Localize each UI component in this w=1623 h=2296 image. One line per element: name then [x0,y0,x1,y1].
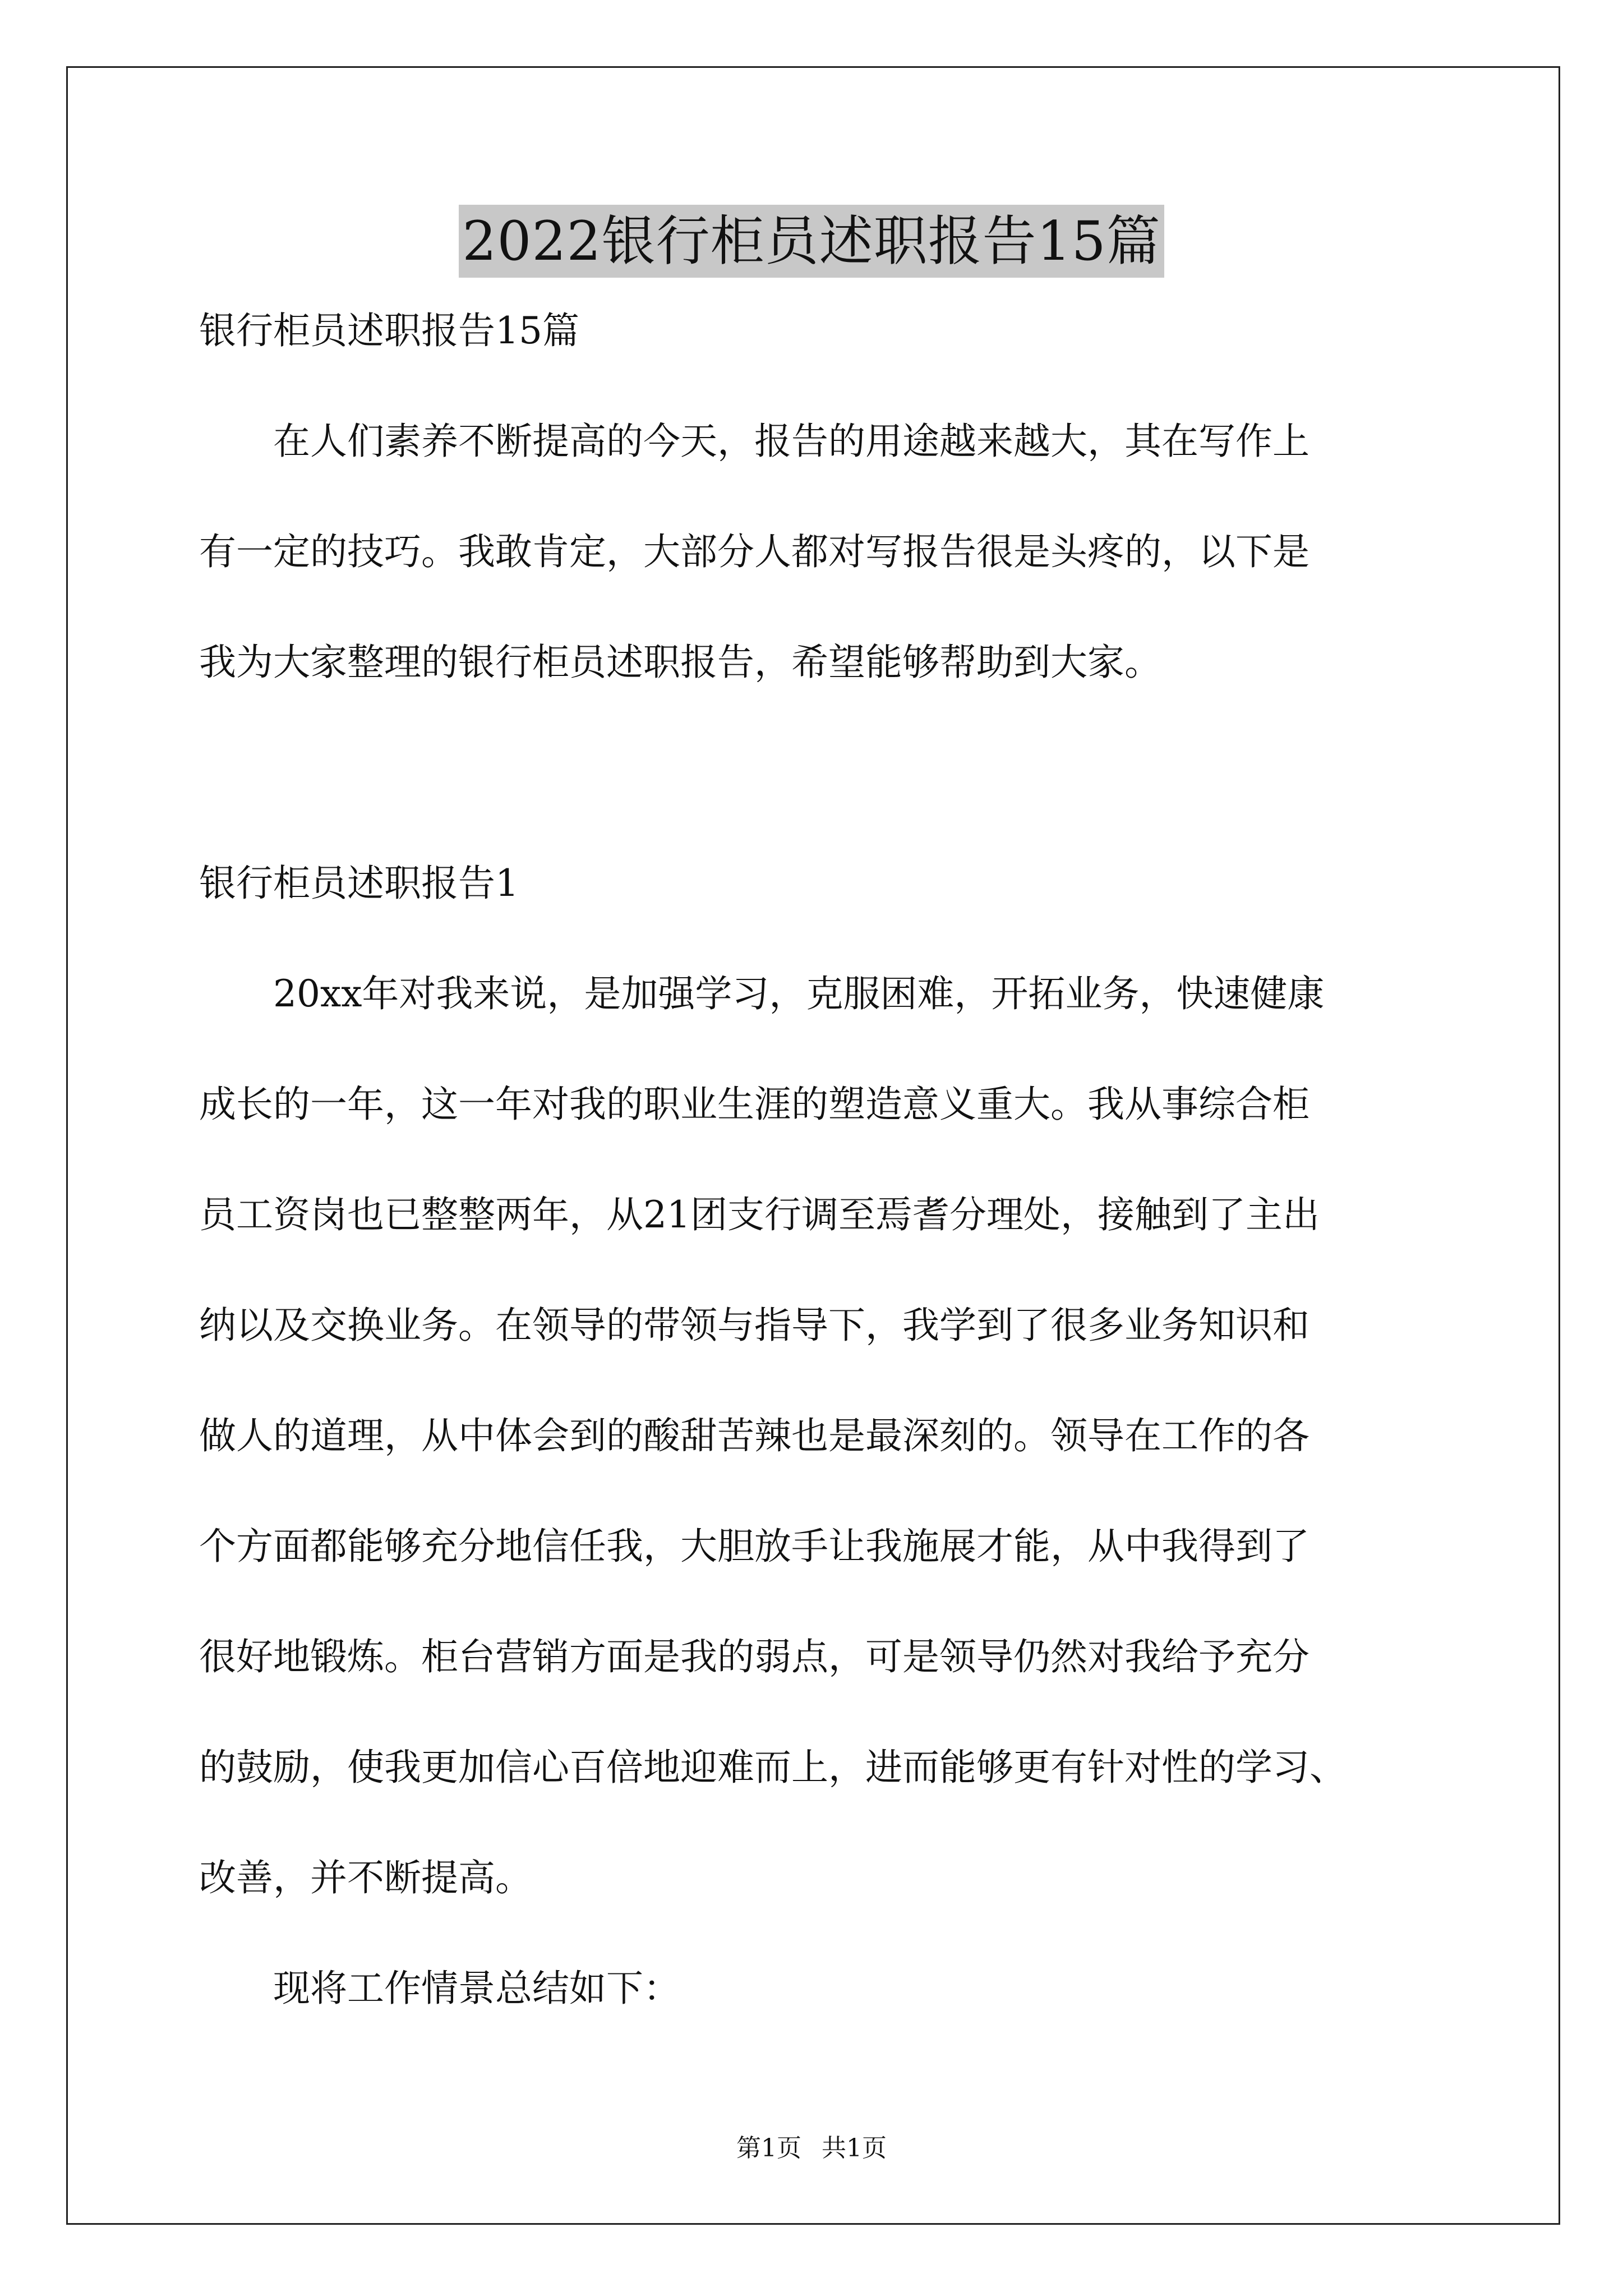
paragraph-line: 20xx年对我来说，是加强学习，克服困难，开拓业务，快速健康 [199,972,1325,1015]
subtitle-line: 银行柜员述职报告15篇 [199,309,579,352]
paragraph-line: 成长的一年，这一年对我的职业生涯的塑造意义重大。我从事综合柜 [199,1083,1310,1126]
page-total: 共1页 [822,2134,887,2162]
paragraph-line: 很好地锻炼。柜台营销方面是我的弱点，可是领导仍然对我给予充分 [199,1635,1310,1678]
page-footer [0,2132,1623,2165]
document-body [199,306,1427,2014]
document-title: 2022银行柜员述职报告15篇 [459,205,1164,278]
paragraph-line: 我为大家整理的银行柜员述职报告，希望能够帮助到大家。 [199,641,1161,684]
paragraph-line: 现将工作情景总结如下： [199,1967,680,2010]
paragraph-line: 纳以及交换业务。在领导的带领与指导下，我学到了很多业务知识和 [199,1304,1310,1347]
paragraph-line: 的鼓励，使我更加信心百倍地迎难而上，进而能够更有针对性的学习、 [199,1746,1347,1789]
paragraph-line: 在人们素养不断提高的今天，报告的用途越来越大，其在写作上 [199,420,1310,463]
section-heading: 银行柜员述职报告1 [199,862,519,905]
paragraph-line: 有一定的技巧。我敢肯定，大部分人都对写报告很是头疼的，以下是 [199,530,1310,573]
paragraph-line: 做人的道理，从中体会到的酸甜苦辣也是最深刻的。领导在工作的各 [199,1414,1310,1457]
paragraph-line: 员工资岗也已整整两年，从21团支行调至焉耆分理处，接触到了主出 [199,1193,1320,1236]
paragraph-line: 改善，并不断提高。 [199,1856,532,1899]
page-number: 第1页 [736,2134,801,2162]
title-wrap [0,205,1623,278]
paragraph-line: 个方面都能够充分地信任我，大胆放手让我施展才能，从中我得到了 [199,1525,1310,1568]
